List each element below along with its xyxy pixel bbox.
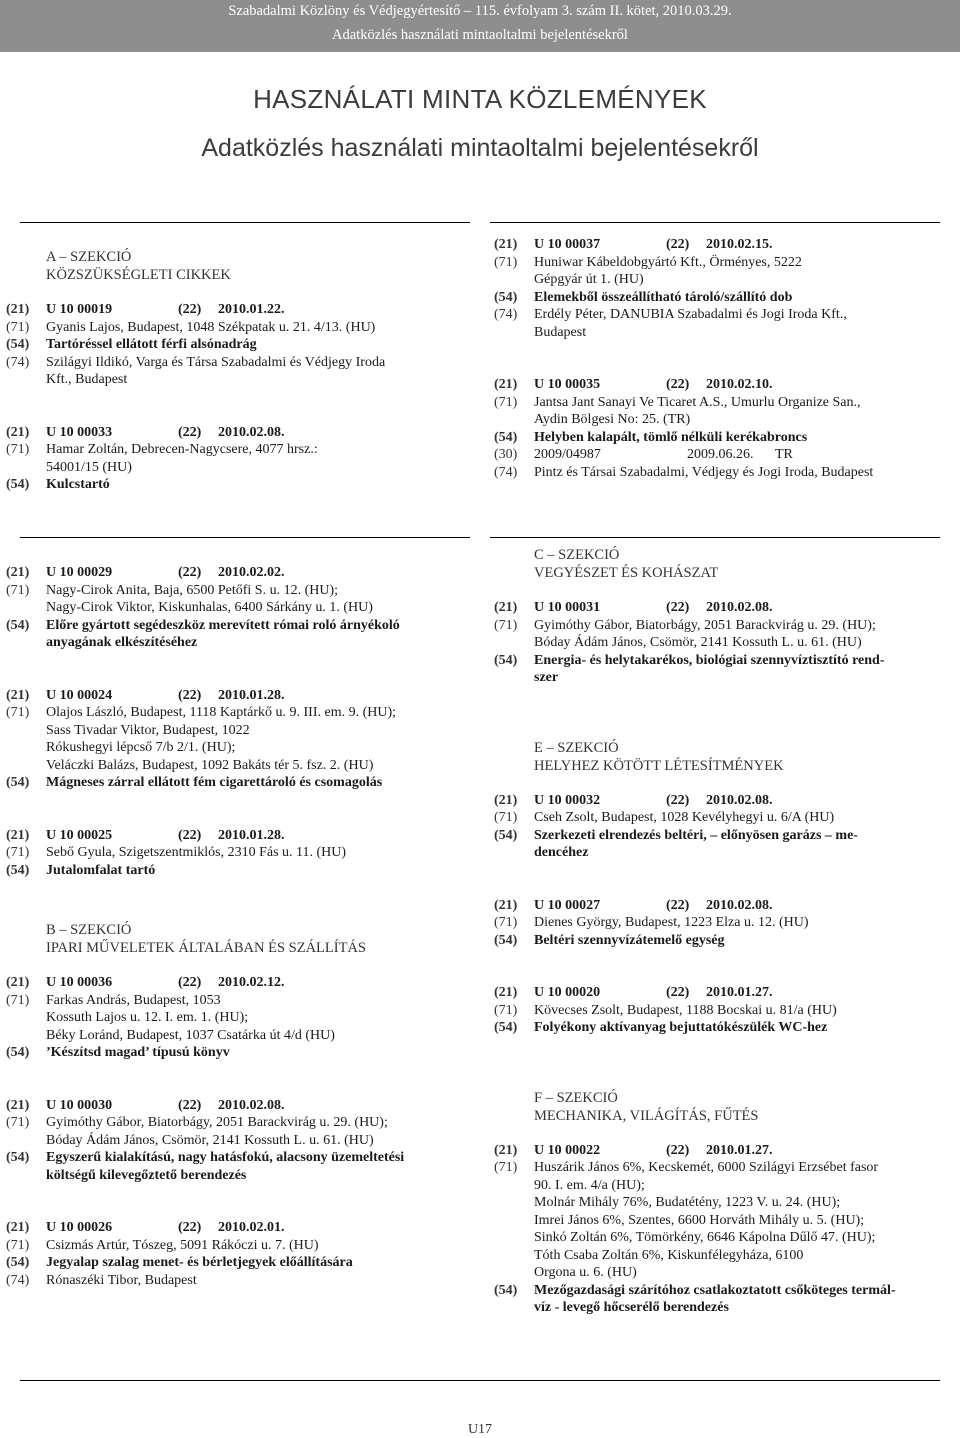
applicant: Nagy-Cirok Anita, Baja, 6500 Petőfi S. u. 12. (HU); <box>46 582 339 598</box>
rule-top-left <box>20 222 470 223</box>
code-21: (21) <box>6 687 30 703</box>
code-74: (74) <box>6 1272 30 1288</box>
code-54: (54) <box>494 652 518 668</box>
invention-title-cont: víz - levegő hőcserélő berendezés <box>534 1300 729 1315</box>
entry-u1000025 <box>6 827 470 880</box>
code-21: (21) <box>6 424 30 440</box>
entry-u1000024 <box>6 687 470 792</box>
code-71: (71) <box>6 992 30 1008</box>
code-22: (22) <box>666 792 690 808</box>
applicant: Gyimóthy Gábor, Biatorbágy, 2051 Barackvirág u. 29. (HU); <box>46 1115 388 1130</box>
applicant: Kövecses Zsolt, Budapest, 1188 Bocskai u. 81/a (HU) <box>534 1002 837 1018</box>
entry-u1000037 <box>494 236 944 341</box>
filing-date: 2010.01.28. <box>218 827 285 843</box>
section-a-title: KÖZSZÜKSÉGLETI CIKKEK <box>46 267 231 283</box>
code-54: (54) <box>6 1255 30 1270</box>
code-21: (21) <box>6 975 30 990</box>
application-number: U 10 00030 <box>46 1097 113 1113</box>
filing-date: 2010.02.15. <box>706 237 773 252</box>
right-bottom-column <box>494 546 944 1317</box>
applicant: Huszárik János 6%, Kecskemét, 6000 Szilágyi Erzsébet fasor <box>534 1160 879 1175</box>
applicant-cont: Sinkó Zoltán 6%, Tömörkény, 6646 Kápolna Dűlő 47. (HU); <box>534 1230 876 1245</box>
filing-date: 2010.02.08. <box>706 792 773 808</box>
section-b-letter: B – SZEKCIÓ <box>46 922 132 938</box>
filing-date: 2010.01.28. <box>218 687 285 703</box>
code-22: (22) <box>178 424 202 440</box>
priority-date: 2009.06.26. <box>687 447 754 462</box>
code-71: (71) <box>494 915 518 930</box>
code-71: (71) <box>494 394 518 410</box>
code-30: (30) <box>494 447 518 462</box>
entry-u1000035 <box>494 376 944 481</box>
invention-title-cont: dencéhez <box>534 845 589 860</box>
code-71: (71) <box>6 442 30 457</box>
code-22: (22) <box>666 897 690 913</box>
applicant-cont: Imrei János 6%, Szentes, 6600 Horváth Mihály u. 5. (HU); <box>534 1212 865 1228</box>
invention-title: Jutalomfalat tartó <box>46 862 156 878</box>
section-a-heading <box>6 248 470 284</box>
invention-title: Tartóréssel ellátott férfi alsónadrág <box>46 337 257 352</box>
rule-mid-right <box>490 537 940 538</box>
applicant: Cseh Zsolt, Budapest, 1028 Kevélyhegyi u. 6/A (HU) <box>534 810 835 825</box>
code-71: (71) <box>494 810 518 825</box>
code-71: (71) <box>6 845 30 860</box>
application-number: U 10 00022 <box>534 1142 601 1158</box>
filing-date: 2010.02.08. <box>218 1097 285 1113</box>
agent: Pintz és Társai Szabadalmi, Védjegy és Jogi Iroda, Budapest <box>534 464 874 480</box>
invention-title-cont: szer <box>534 670 559 685</box>
application-number: U 10 00035 <box>534 377 601 392</box>
code-71: (71) <box>6 582 30 598</box>
code-21: (21) <box>6 302 30 317</box>
filing-date: 2010.02.08. <box>218 424 285 440</box>
applicant: Olajos László, Budapest, 1118 Kaptárkő u. 9. III. em. 9. (HU); <box>46 705 397 720</box>
invention-title: Beltéri szennyvízátemelő egység <box>534 932 725 948</box>
section-line: Adatközlés használati mintaoltalmi bejelentésekről <box>332 27 628 43</box>
section-e-title: HELYHEZ KÖTÖTT LÉTESÍTMÉNYEK <box>534 757 784 774</box>
entry-u1000031 <box>494 599 944 687</box>
code-21: (21) <box>494 1142 518 1158</box>
section-c-letter: C – SZEKCIÓ <box>534 547 620 563</box>
application-number: U 10 00025 <box>46 827 113 843</box>
applicant-cont: Veláczki Balázs, Budapest, 1092 Bakáts tér 5. fsz. 2. (HU) <box>46 757 374 773</box>
page-number: U17 <box>467 1422 493 1437</box>
section-b-title: IPARI MŰVELETEK ÁLTALÁBAN ÉS SZÁLLÍTÁS <box>46 940 366 956</box>
entry-u1000033 <box>6 424 470 494</box>
code-21: (21) <box>494 792 518 808</box>
invention-title: Szerkezeti elrendezés beltéri, – előnyösen garázs – me- <box>534 827 858 843</box>
code-54: (54) <box>494 932 518 948</box>
filing-date: 2010.02.08. <box>706 897 773 913</box>
invention-title: Kulcstartó <box>46 477 110 492</box>
entry-u1000032 <box>494 792 944 862</box>
code-21: (21) <box>494 600 518 615</box>
code-22: (22) <box>178 975 202 990</box>
agent: Erdély Péter, DANUBIA Szabadalmi és Jogi Iroda Kft., <box>534 307 847 322</box>
code-21: (21) <box>6 565 30 580</box>
application-number: U 10 00036 <box>46 975 113 990</box>
code-71: (71) <box>494 1002 518 1018</box>
filing-date: 2010.02.10. <box>706 377 773 392</box>
code-54: (54) <box>494 429 518 445</box>
entry-u1000026 <box>6 1219 470 1289</box>
entry-u1000027 <box>494 897 944 950</box>
agent: Rónaszéki Tibor, Budapest <box>46 1272 197 1288</box>
entry-u1000030 <box>6 1097 470 1185</box>
applicant-cont: 54001/15 (HU) <box>46 459 132 475</box>
section-c-heading <box>494 546 944 582</box>
section-b-heading <box>6 921 470 957</box>
applicant: Jantsa Jant Sanayi Ve Ticaret A.S., Umurlu Organize San., <box>534 394 861 410</box>
priority-number: 2009/04987 <box>534 447 601 462</box>
applicant-cont: Aydin Bölgesi No: 25. (TR) <box>534 412 691 427</box>
applicant-cont: Rókushegyi lépcső 7/b 2/1. (HU); <box>46 740 236 755</box>
code-22: (22) <box>666 237 690 252</box>
entry-u1000036 <box>6 974 470 1062</box>
code-54: (54) <box>494 289 518 305</box>
code-22: (22) <box>178 687 202 703</box>
code-22: (22) <box>178 1220 202 1235</box>
code-54: (54) <box>6 862 30 878</box>
application-number: U 10 00024 <box>46 687 113 703</box>
code-71: (71) <box>494 254 518 270</box>
filing-date: 2010.02.08. <box>706 600 773 615</box>
applicant: Gyanis Lajos, Budapest, 1048 Székpatak u. 21. 4/13. (HU) <box>46 319 376 335</box>
rule-top-right <box>490 222 940 223</box>
application-number: U 10 00037 <box>534 237 601 252</box>
code-22: (22) <box>178 302 202 317</box>
invention-title-cont: anyagának elkészítéséhez <box>46 635 198 650</box>
entry-u1000020 <box>494 984 944 1037</box>
application-number: U 10 00027 <box>534 897 601 913</box>
code-22: (22) <box>666 985 690 1000</box>
priority-country: TR <box>775 447 793 462</box>
section-e-heading <box>494 739 944 775</box>
application-number: U 10 00031 <box>534 600 601 615</box>
code-71: (71) <box>494 617 518 633</box>
agent-cont: Budapest <box>534 324 587 340</box>
invention-title: Jegyalap szalag menet- és bérletjegyek előállítására <box>46 1255 353 1270</box>
code-54: (54) <box>6 337 30 352</box>
applicant: Dienes György, Budapest, 1223 Elza u. 12. (HU) <box>534 915 809 930</box>
filing-date: 2010.01.27. <box>706 1142 773 1158</box>
applicant-cont: Gépgyár út 1. (HU) <box>534 272 644 287</box>
applicant: Csizmás Artúr, Tószeg, 5091 Rákóczi u. 7. (HU) <box>46 1237 319 1253</box>
invention-title: Folyékony aktívanyag bejuttatókészülék WC-hez <box>534 1020 828 1035</box>
code-54: (54) <box>494 1020 518 1035</box>
rule-bottom <box>20 1380 940 1381</box>
agent-cont: Kft., Budapest <box>46 372 128 387</box>
code-21: (21) <box>6 1220 30 1235</box>
applicant-cont: Molnár Mihály 76%, Budatétény, 1223 V. u. 24. (HU); <box>534 1195 841 1210</box>
code-21: (21) <box>494 897 518 913</box>
code-22: (22) <box>178 827 202 843</box>
code-21: (21) <box>6 1097 30 1113</box>
code-21: (21) <box>494 985 518 1000</box>
application-number: U 10 00033 <box>46 424 113 440</box>
code-22: (22) <box>666 377 690 392</box>
code-54: (54) <box>6 1045 30 1060</box>
applicant-cont: 90. I. em. 4/a (HU); <box>534 1177 645 1193</box>
applicant-cont: Bóday Ádám János, Csömör, 2141 Kossuth L. u. 61. (HU) <box>46 1132 374 1148</box>
left-bottom-column <box>6 564 470 1289</box>
entry-u1000022 <box>494 1142 944 1317</box>
applicant: Huniwar Kábeldobgyártó Kft., Örményes, 5222 <box>534 254 802 270</box>
code-71: (71) <box>494 1160 518 1175</box>
left-top-column <box>6 248 470 494</box>
entry-u1000029 <box>6 564 470 652</box>
invention-title: ’Készítsd magad’ típusú könyv <box>46 1045 230 1060</box>
applicant-cont: Bóday Ádám János, Csömör, 2141 Kossuth L. u. 61. (HU) <box>534 635 862 650</box>
code-71: (71) <box>6 319 30 335</box>
applicant-cont: Orgona u. 6. (HU) <box>534 1265 637 1280</box>
section-f-heading <box>494 1089 944 1125</box>
code-54: (54) <box>6 477 30 492</box>
applicant-cont: Tóth Csaba Zoltán 6%, Kiskunfélegyháza, 6100 <box>534 1247 804 1263</box>
code-22: (22) <box>666 1142 690 1158</box>
filing-date: 2010.02.01. <box>218 1220 285 1235</box>
applicant: Hamar Zoltán, Debrecen-Nagycsere, 4077 hrsz.: <box>46 442 318 457</box>
section-a-letter: A – SZEKCIÓ <box>46 249 132 265</box>
code-54: (54) <box>494 827 518 843</box>
section-f-letter: F – SZEKCIÓ <box>534 1089 618 1106</box>
header-band <box>0 0 960 52</box>
page-title: HASZNÁLATI MINTA KÖZLEMÉNYEK <box>253 84 707 114</box>
page-subtitle: Adatközlés használati mintaoltalmi bejelentésekről <box>201 134 759 162</box>
code-74: (74) <box>494 307 518 322</box>
code-21: (21) <box>494 237 518 252</box>
section-c-title: VEGYÉSZET ÉS KOHÁSZAT <box>534 565 719 581</box>
code-22: (22) <box>178 565 202 580</box>
code-54: (54) <box>6 775 30 790</box>
invention-title-cont: költségű kilevegőztető berendezés <box>46 1167 247 1183</box>
invention-title: Egyszerű kialakítású, nagy hatásfokú, alacsony üzemeltetési <box>46 1150 405 1165</box>
filing-date: 2010.02.12. <box>218 975 285 990</box>
code-74: (74) <box>6 354 30 370</box>
code-71: (71) <box>6 1237 30 1253</box>
applicant-cont: Béky Loránd, Budapest, 1037 Csatárka út 4/d (HU) <box>46 1027 335 1043</box>
rule-mid-left <box>20 537 470 538</box>
invention-title: Előre gyártott segédeszköz merevített római roló árnyékoló <box>46 617 400 633</box>
invention-title: Mezőgazdasági szárítóhoz csatlakoztatott csőköteges termál- <box>534 1282 896 1298</box>
section-e-letter: E – SZEKCIÓ <box>534 739 619 756</box>
invention-title: Energia- és helytakarékos, biológiai szennyvíztisztító rend- <box>534 652 885 668</box>
applicant-cont: Kossuth Lajos u. 12. I. em. 1. (HU); <box>46 1010 249 1025</box>
applicant: Sebő Gyula, Szigetszentmiklós, 2310 Fás u. 11. (HU) <box>46 845 347 860</box>
invention-title: Elemekből összeállítható tároló/szállító dob <box>534 289 793 305</box>
code-21: (21) <box>494 377 518 392</box>
application-number: U 10 00019 <box>46 302 113 317</box>
code-22: (22) <box>666 600 690 615</box>
entry-u1000019 <box>6 301 470 389</box>
filing-date: 2010.01.27. <box>706 985 773 1000</box>
code-74: (74) <box>494 464 518 480</box>
journal-line: Szabadalmi Közlöny és Védjegyértesítő – 115. évfolyam 3. szám II. kötet, 2010.03.29. <box>228 3 732 19</box>
invention-title: Mágneses zárral ellátott fém cigarettároló és csomagolás <box>46 775 383 790</box>
section-f-title: MECHANIKA, VILÁGÍTÁS, FŰTÉS <box>534 1107 759 1124</box>
applicant-cont: Nagy-Cirok Viktor, Kiskunhalas, 6400 Sárkány u. 1. (HU) <box>46 600 373 615</box>
applicant: Gyimóthy Gábor, Biatorbágy, 2051 Barackvirág u. 29. (HU); <box>534 617 876 633</box>
application-number: U 10 00032 <box>534 792 601 808</box>
application-number: U 10 00020 <box>534 985 601 1000</box>
applicant: Farkas András, Budapest, 1053 <box>46 992 221 1008</box>
filing-date: 2010.01.22. <box>218 302 285 317</box>
code-71: (71) <box>6 705 30 720</box>
applicant-cont: Sass Tivadar Viktor, Budapest, 1022 <box>46 722 250 738</box>
right-top-column <box>494 236 944 481</box>
code-22: (22) <box>178 1097 202 1113</box>
code-54: (54) <box>494 1282 518 1298</box>
invention-title: Helyben kalapált, tömlő nélküli kerékabroncs <box>534 429 808 445</box>
application-number: U 10 00029 <box>46 565 113 580</box>
code-54: (54) <box>6 617 30 633</box>
code-54: (54) <box>6 1150 30 1165</box>
application-number: U 10 00026 <box>46 1220 113 1235</box>
filing-date: 2010.02.02. <box>218 565 285 580</box>
code-71: (71) <box>6 1115 30 1130</box>
code-21: (21) <box>6 827 30 843</box>
agent: Szilágyi Ildikó, Varga és Társa Szabadalmi és Védjegy Iroda <box>46 354 386 370</box>
